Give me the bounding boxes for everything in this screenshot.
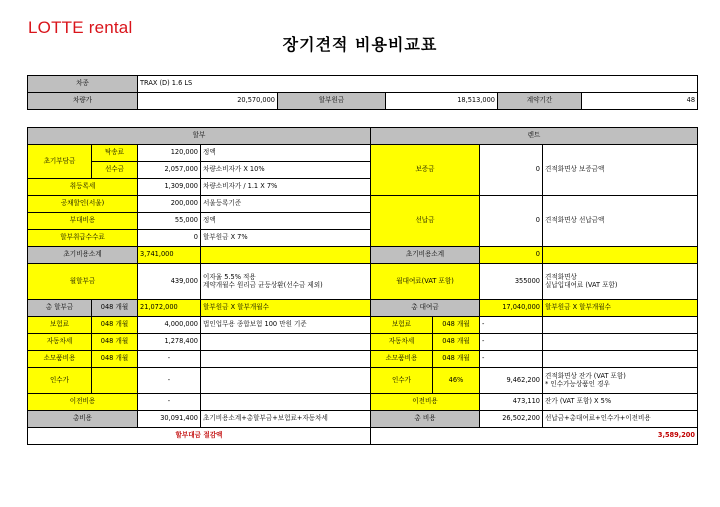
car-value: TRAX (D) 1.6 LS [138,76,698,93]
fee-note: 할부원금 X 7% [201,230,371,247]
bond-label: 공채할인(서울) [28,196,138,213]
takeover-label: 인수가 [28,368,92,394]
consumables-note [201,351,371,368]
car-tax-label: 자동차세 [28,334,92,351]
page-title: 장기견적 비용비교표 [282,35,438,54]
consumables-label: 소모품비용 [28,351,92,368]
down-payment-note: 정액 [201,145,371,162]
rent-prepay-note: 견적화면상 선납금액 [543,196,698,247]
rent-deposit-label: 보증금 [371,145,480,196]
bond-note: 서울등록기준 [201,196,371,213]
down-payment-label: 탁송료 [92,145,138,162]
rent-total-note: 선납금+총대여료+인수가+이전비용 [543,411,698,428]
insurance-note: 법인업무용 종합보험 100 만원 기준 [201,317,371,334]
rent-monthly-note-line1: 견적화면상 [545,272,577,281]
term-value: 48 [582,93,698,110]
rent-total-label: 총 비용 [371,411,480,428]
price-value: 20,570,000 [138,93,278,110]
rent-consumables-label: 소모품비용 [371,351,433,368]
rent-monthly-value: 355000 [480,264,543,300]
takeover-note [201,368,371,394]
initial-total-value: 3,741,000 [138,247,201,264]
total-note: 초기비용소계+총할부금+보험료+자동차세 [201,411,371,428]
extra-label: 부대비용 [28,213,138,230]
rent-monthly-note-line2: 실납입대여료 (VAT 포함) [545,280,618,289]
total-rent-value: 17,040,000 [480,300,543,317]
rent-takeover-note-line2: * 인수가능상품인 경우 [545,379,610,388]
rent-consumables-note [543,351,698,368]
total-value: 30,091,400 [138,411,201,428]
deposit-value: 2,057,000 [138,162,201,179]
comparison-table [27,127,698,445]
total-inst-note: 할부원금 X 할부개월수 [201,300,371,317]
saving-label: 할부대금 절감액 [28,428,371,445]
rent-consumables-months: 048 개월 [433,351,480,368]
initial-total-label: 초기비용소계 [28,247,138,264]
initial-cost-label: 초기부담금 [28,145,92,179]
transfer-label: 이전비용 [28,394,138,411]
rent-car-tax-note [543,334,698,351]
rent-takeover-pct: 46% [433,368,480,394]
bond-value: 200,000 [138,196,201,213]
summary-table [27,75,698,110]
rent-initial-total-label: 초기비용소계 [371,247,480,264]
total-label: 총비용 [28,411,138,428]
extra-value: 55,000 [138,213,201,230]
down-payment-value: 120,000 [138,145,201,162]
acq-tax-value: 1,309,000 [138,179,201,196]
rent-total-value: 26,502,200 [480,411,543,428]
rent-car-tax-value: - [480,334,543,351]
brand-logo: LOTTE rental [28,18,133,37]
rent-car-tax-months: 048 개월 [433,334,480,351]
rent-takeover-label: 인수가 [371,368,433,394]
monthly-note [201,264,371,300]
rent-insurance-label: 보험료 [371,317,433,334]
fee-label: 할부취급수수료 [28,230,138,247]
extra-note: 정액 [201,213,371,230]
consumables-months: 048 개월 [92,351,138,368]
car-tax-note [201,334,371,351]
rent-transfer-value: 473,110 [480,394,543,411]
total-inst-months: 048 개월 [92,300,138,317]
rent-prepay-label: 선납금 [371,196,480,247]
rent-prepay-value: 0 [480,196,543,247]
deposit-label: 선수금 [92,162,138,179]
car-tax-value: 1,278,400 [138,334,201,351]
rent-takeover-note-line1: 견적화면상 잔가 (VAT 포함) [545,371,626,380]
price-label: 차량가 [28,93,138,110]
acq-tax-note: 차량소비자가 / 1.1 X 7% [201,179,371,196]
loan-value: 18,513,000 [386,93,498,110]
monthly-note-line2: 계약개월수 원리금 균등상환(선수금 제외) [203,280,323,289]
rent-initial-total-blank [543,247,698,264]
total-inst-label: 총 할부금 [28,300,92,317]
transfer-value: - [138,394,201,411]
car-tax-months: 048 개월 [92,334,138,351]
monthly-note-line1: 이자율 5.5% 적용 [203,272,256,281]
total-rent-note: 할부원금 X 할부개월수 [543,300,698,317]
rent-takeover-note [543,368,698,394]
installment-header: 할부 [28,128,371,145]
acq-tax-label: 취등록세 [28,179,138,196]
insurance-value: 4,000,000 [138,317,201,334]
takeover-pct [92,368,138,394]
rent-insurance-note [543,317,698,334]
loan-label: 할부원금 [278,93,386,110]
rent-deposit-value: 0 [480,145,543,196]
total-inst-value: 21,072,000 [138,300,201,317]
rent-insurance-months: 048 개월 [433,317,480,334]
term-label: 계약기간 [498,93,582,110]
consumables-value: - [138,351,201,368]
saving-value: 3,589,200 [371,428,698,445]
rent-car-tax-label: 자동차세 [371,334,433,351]
fee-value: 0 [138,230,201,247]
monthly-value: 439,000 [138,264,201,300]
total-rent-label: 총 대여금 [371,300,480,317]
rent-monthly-note [543,264,698,300]
rent-takeover-value: 9,462,200 [480,368,543,394]
rent-deposit-note: 견적화면상 보증금액 [543,145,698,196]
rent-insurance-value: - [480,317,543,334]
rent-initial-total-value: 0 [480,247,543,264]
monthly-label: 월할부금 [28,264,138,300]
rent-monthly-label: 월대여료(VAT 포함) [371,264,480,300]
rent-transfer-note: 잔가 (VAT 포함) X 5% [543,394,698,411]
rent-transfer-label: 이전비용 [371,394,480,411]
takeover-value: - [138,368,201,394]
rent-consumables-value: - [480,351,543,368]
deposit-note: 차량소비자가 X 10% [201,162,371,179]
rent-header: 렌트 [371,128,698,145]
car-label: 차종 [28,76,138,93]
transfer-note [201,394,371,411]
insurance-label: 보험료 [28,317,92,334]
initial-total-blank [201,247,371,264]
insurance-months: 048 개월 [92,317,138,334]
